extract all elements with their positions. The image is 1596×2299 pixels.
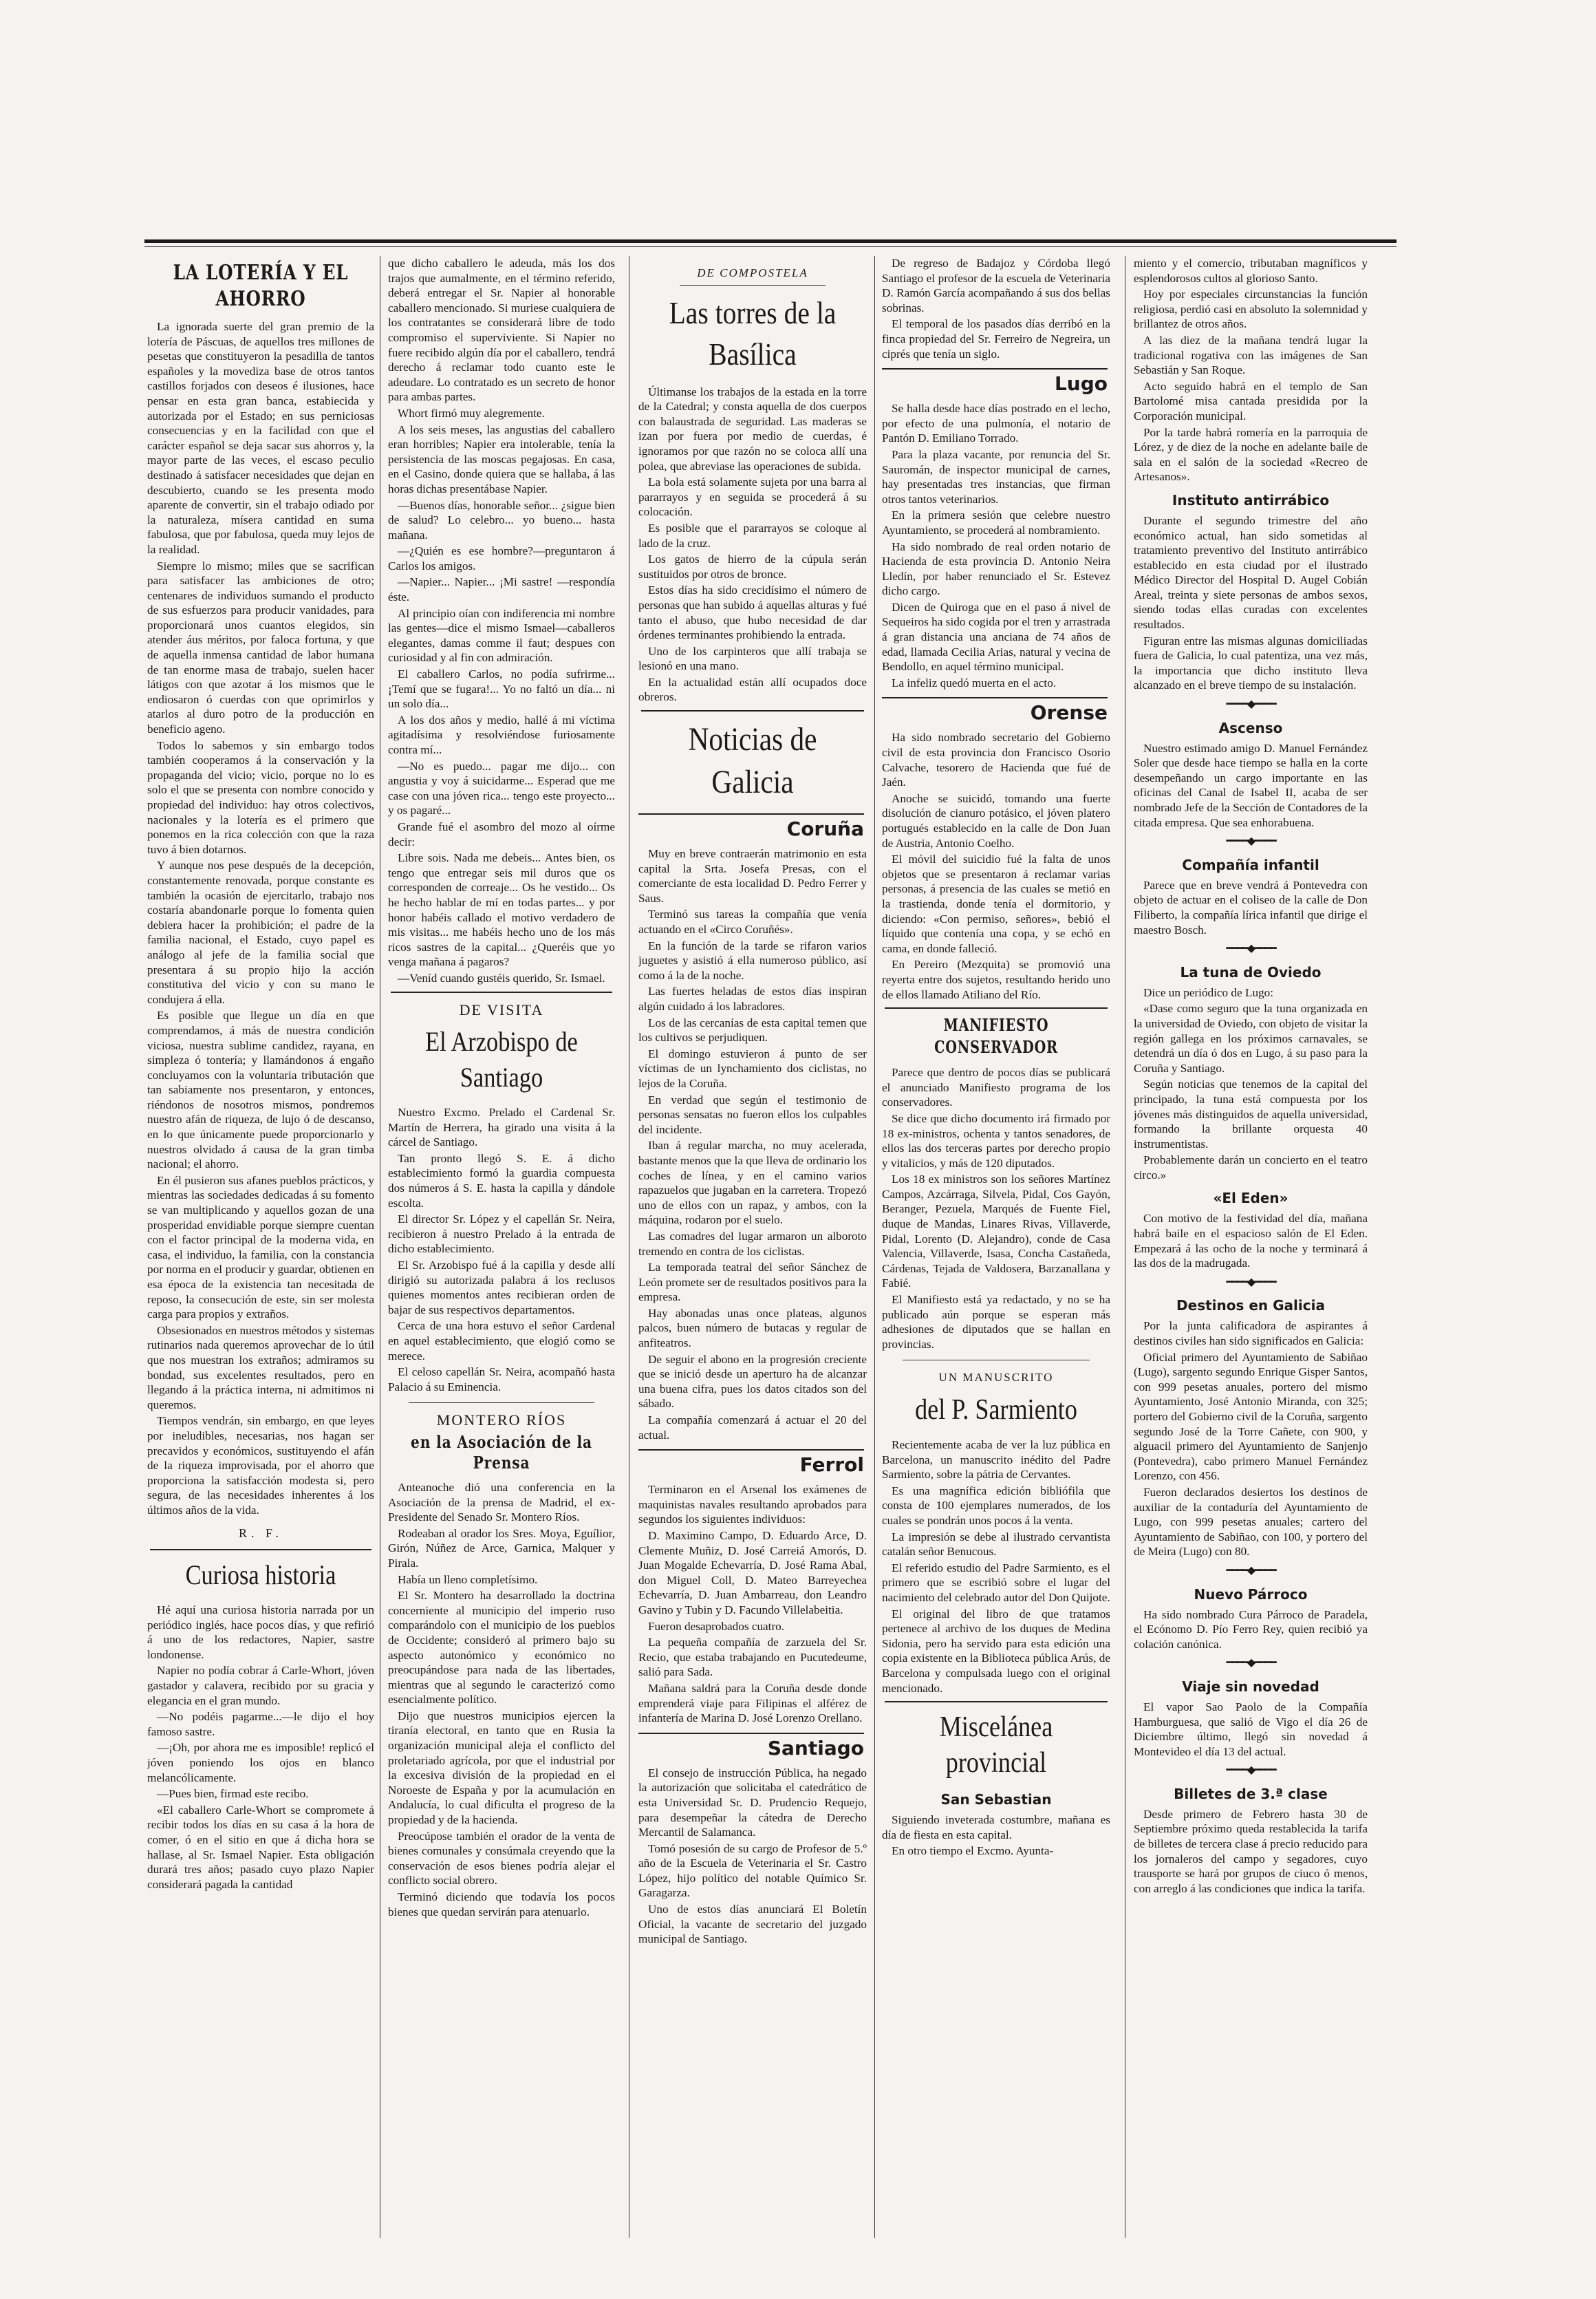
paragraph: Dice un periódico de Lugo: (1143, 985, 1274, 999)
paragraph: Tan pronto llegó S. E. á dicho establecimiento formó la guardia compuesta dos números á S. E. hasta la capilla y dándole escolta. (388, 1151, 615, 1210)
paragraph: Parece que en breve vendrá á Pontevedra con objeto de actuar en el coliseo de la calle de Don Filiberto, la compañía lírica infantil que dirige el maestro Bosch. (1134, 878, 1368, 937)
paragraph: Figuran entre las mismas algunas domiciliadas fuera de Galicia, lo cual patentiza, una vez más, la importancia que dicho instituto lleva alcanzado en el breve tiempo de su instalación. (1134, 634, 1368, 692)
paragraph: En la primera sesión que celebre nuestro Ayuntamiento, se procederá al nombramiento. (882, 509, 1110, 537)
paragraph: Tiempos vendrán, sin embargo, en que leyes por ineludibles, necesarias, nos hagan ser precavidos y económicos, sustituyendo el afán de la riqueza improvisada, por el ahorro que proporciona la satisfacción modesta si, pero segura, de las necesidades inherentes á los últimos años de la vida. (147, 1414, 374, 1517)
paragraph: Las fuertes heladas de estos días inspiran algún cuidado á los labradores. (638, 985, 867, 1013)
paragraph: Las comadres del lugar armaron un alboroto tremendo en contra de los ciclistas. (638, 1229, 867, 1258)
paragraph: Todos lo sabemos y sin embargo todos también cooperamos á la conservación y la propaganda del vicio; vicio, porque no lo es solo el que se presenta con nombre conocido y propiedad del individuo: hay otros colectivos, nacionales y la lotería es el primero que ponemos en la rica colección con que la raza tuvo á bien dotarnos. (147, 738, 374, 856)
paragraph: Anoche se suicidó, tomando una fuerte disolución de cianuro potásico, el jóven platero portugués establecido en la calle de Don Juan de Austria, Antonio Coelho. (882, 791, 1110, 850)
paragraph: Los de las cercanías de esta capital temen que los cultivos se perjudiquen. (638, 1016, 867, 1045)
paragraph: Iban á regular marcha, no muy acelerada, bastante menos que la que lleva de ordinario los coches de línea, y en el camino varios rapazuelos que jugaban en la carretera. Tropezó uno de ellos con un rapaz, y ambos, con la máquina, rodaron por el suelo. (638, 1139, 867, 1227)
ornament-divider: ━━━━◆━━━━ (1226, 698, 1275, 711)
paragraph: Hoy por especiales circunstancias la función religiosa, perdió casi en absoluto la solemnidad y brillantez de otros años. (1134, 288, 1368, 331)
paragraph: El Sr. Arzobispo fué á la capilla y desde allí dirigió su autorizada palabra á los reclusos quienes momentos antes recibieran orden de bajar de sus respectivos departamentos. (388, 1259, 615, 1316)
section-heading: Santiago (638, 1733, 864, 1760)
paragraph: Por la junta calificadora de aspirantes á destinos civiles han sido significados en Galicia: (1134, 1319, 1368, 1348)
divider (150, 1549, 371, 1550)
top-rule (144, 239, 1396, 243)
paragraph: miento y el comercio, tributaban magníficos y esplendorosos cultos al glorioso Santo. (1134, 257, 1368, 285)
divider (641, 710, 864, 712)
paragraph: A los dos años y medio, hallé á mi víctima agitadísima y resolviéndose furiosamente contra mí... (388, 713, 615, 756)
section-heading: Ferrol (638, 1449, 864, 1477)
paragraph: El celoso capellán Sr. Neira, acompañó hasta Palacio á su Eminencia. (388, 1365, 615, 1393)
paragraph: —No es puedo... pagar me dijo... con angustia y voy á suicidarme... Esperad que me case con una jóven rica... tengo este proyecto... y os pagaré... (388, 759, 615, 817)
paragraph: Whort firmó muy alegremente. (398, 406, 545, 420)
paragraph: El original del libro de que tratamos pertenece al archivo de los duques de Medina Sidonia, pero ha servido para esta edición una copia existente en la Biblioteca pública Arús, de Barcelona y compulsada luego con el original mencionado. (882, 1607, 1110, 1695)
paragraph: De seguir el abono en la progresión creciente que se inició desde un aperturo ha de alcanzar una buena cifra, pues los datos citados son del sábado. (638, 1352, 867, 1411)
paragraph: Dijo que nuestros municipios ejercen la tiranía electoral, en tanto que en Rusia la organización municipal aleja el conflicto del proletariado agrícola, por que el industrial por la excesiva división de la propiedad en el Noroeste de España y por la acumulación en Andalucía, lo cual dificulta el progreso de la propiedad y de la hacienda. (388, 1709, 615, 1827)
paragraph: Durante el segundo trimestre del año económico actual, han sido sometidas al tratamiento preventivo del Instituto antirrábico establecido en esta ciudad por el ilustrado Médico Director del Hospital D. Augel Cobián Areal, treinta y siete personas de ambos sexos, siendo todas ellas curadas con excelentes resultados. (1134, 513, 1368, 632)
article-title: Las torres de la Basílica (669, 295, 837, 372)
paragraph: Rodeaban al orador los Sres. Moya, Eguílior, Girón, Núñez de Arce, Garnica, Malquer y Pirala. (388, 1526, 615, 1570)
paragraph: Fueron desaprobados cuatro. (648, 1619, 785, 1633)
article-title: del P. Sarmiento (915, 1394, 1077, 1426)
column-5 (1134, 256, 1368, 2238)
paragraph: La ignorada suerte del gran premio de la lotería de Páscuas, de aquellos tres millones de pesetas que constituyeron la pesadilla de tantos españoles y la movediza base de otros tantos castillos forjados con deseos é ilusiones, hace pensar en esta gran banca, estabiecida y autorizada por el Estado; en sus perniciosas consecuencias y en la facilidad con que el carácter español se deja sacar sus ahorros y, la mayor parte de las veces, el escaso peculio destinado á satisfacer necesidades que dejan en descubierto, cuando se les presenta modo aparente de convertir, sin el trabajo odiado por la naturaleza, mísera cantidad en suma fabulosa, que por fabulosa, queda muy lejos de la realidad. (147, 320, 374, 556)
paragraph: Nuestro Excmo. Prelado el Cardenal Sr. Martín de Herrera, ha girado una visita á la cárcel de Santiago. (388, 1106, 615, 1149)
section-title: Miscelánea provincial (939, 1711, 1053, 1779)
section-heading: San Sebastian (940, 1791, 1052, 1808)
paragraph: Hay abonadas unas once plateas, algunos palcos, buen número de butacas y regular de anfiteatros. (638, 1306, 867, 1350)
section-kicker: DE COMPOSTELA (697, 266, 808, 279)
divider (391, 992, 612, 993)
paragraph: Oficial primero del Ayuntamiento de Sabiñao (Lugo), sargento segundo Enrique Gisper Santos, con 999 pesetas anuales, portero del mismo Ayuntamiento, José Antonio Miranda, con 325; portero del Gobierno civil de la Coruña, sargento segundo José de la Torre Cañete, con 900, y alguacil primero del Ayuntamiento de Sanjenjo (Pontevedra), cabo primero Manuel Fernández Lorenzo, con 456. (1134, 1350, 1368, 1483)
section-heading: Destinos en Galicia (1176, 1297, 1325, 1314)
paragraph: Obsesionados en nuestros métodos y sistemas rutinarios nada queremos aprovechar de lo útil que nos muestran los extraños; admiramos su bondad, sus excelentes resultados, pero en llegando á la práctica interna, ni admitimos ni queremos. (147, 1323, 374, 1411)
paragraph: El referido estudio del Padre Sarmiento, es el primero que se escribió sobre el lugar del nacimiento del celebrado autor del Don Quijote. (882, 1561, 1110, 1604)
paragraph: Uno de los carpinteros que allí trabaja se lesionó en una mano. (638, 644, 867, 673)
article-title: en la Asociación de la Prensa (411, 1431, 592, 1473)
ornament-divider: ━━━━◆━━━━ (1226, 1764, 1275, 1777)
paragraph: El temporal de los pasados días derribó en la finca propiedad del Sr. Ferreiro de Negreira, un ciprés que tenía un siglo. (882, 317, 1110, 361)
paragraph: Cerca de una hora estuvo el señor Cardenal en aquel establecimiento, que elogió como se merece. (388, 1319, 615, 1362)
article-title: LA LOTERÍA Y EL AHORRO (173, 261, 349, 311)
column-rule (874, 256, 875, 2238)
paragraph: La bola está solamente sujeta por una barra al pararrayos y en seguida se procederá á su colocación. (638, 475, 867, 519)
paragraph: Ha sido nombrado de real orden notario de Hacienda de esta provincia D. Antonio Neira Lledín, por haber renunciado el Sr. Estevez dicho cargo. (882, 539, 1110, 598)
paragraph: Y aunque nos pese después de la decepción, constantemente renovada, porque constante es también la ocasión de ejercitarlo, trabajo nos costaría abandonarle porque lo fomenta quien debiera hacer la prohibición; el padre de la familia nacional, el Estado, cuyo papel es análogo al jefe de la familia social que presentara á su propio hijo la acción constitutiva del vicio y con su mano le condujera á ella. (147, 859, 374, 1006)
paragraph: Desde primero de Febrero hasta 30 de Septiembre próximo queda restablecida la tarifa de billetes de tercera clase á precio reducido para los jornaleros del campo y segadores, cuyo trausporte se hará por grupos de ciuco ó menos, con arreglo á las condiciones que indica la tarifa. (1134, 1807, 1368, 1895)
paragraph: Preocúpose también el orador de la venta de bienes comunales y consúmala creyendo que la conservación de esos bienes podría alejar el conflicto social obrero. (388, 1829, 615, 1888)
paragraph: En la actualidad están allí ocupados doce obreros. (638, 675, 867, 704)
column-1 (147, 256, 374, 2238)
section-heading: Coruña (638, 813, 864, 841)
paragraph: que dicho caballero le adeuda, más los dos trajos que aumalmente, en el término referido, deberá entregar el Sr. Napier al honorable caballero mencionado. Si muriese cualquiera de los contratantes se considerará libre de todo compromiso el superviviente. Si Napier no fuere recibido algún día por el caballero, tendrá derecho á reclamar todo cuanto este le adeudare. Lo contratado es un secreto de honor para ambas partes. (388, 257, 615, 404)
column-3 (638, 256, 867, 2238)
paragraph: —Buenos días, honorable señor... ¿sigue bien de salud? Lo celebro... yo bueno... hasta mañana. (388, 498, 615, 542)
paragraph: El domingo estuvieron á punto de ser víctimas de un lynchamiento dos ciclistas, no lejos de la Coruña. (638, 1047, 867, 1090)
section-kicker: UN MANUSCRITO (938, 1371, 1054, 1384)
paragraph: Grande fué el asombro del mozo al oírme decir: (388, 820, 615, 848)
paragraph: —Napier... Napier... ¡Mi sastre! —respondía éste. (388, 575, 615, 604)
paragraph: El caballero Carlos, no podía sufrirme... ¡Temí que se fugara!... Yo no faltó un día... ni un solo día... (388, 667, 615, 711)
paragraph: Napier no podía cobrar á Carle-Whort, jóven gastador y calavera, recibido por su gracia y elegancia en el gran mundo. (147, 1664, 374, 1707)
ornament-divider: ━━━━◆━━━━ (1226, 1657, 1275, 1669)
paragraph: «Dase como seguro que la tuna organizada en la universidad de Oviedo, con objeto de visitar la región gallega en los próximos carnavales, se detendrá un día ó dos en Lugo, á su paso para la Coruña y Santiago. (1134, 1002, 1368, 1075)
paragraph: Terminó diciendo que todavía los pocos bienes que quedan servirán para atenuarlo. (388, 1890, 615, 1918)
paragraph: Según noticias que tenemos de la capital del principado, la tuna está compuesta por los jóvenes más distinguidos de aquella universidad, formando la brillante orquesta 40 instrumentistas. (1134, 1078, 1368, 1151)
paragraph: —No podéis pagarme...—le dijo el hoy famoso sastre. (147, 1710, 374, 1738)
paragraph: Terminó sus tareas la compañía que venía actuando en el «Circo Coruñés». (638, 908, 867, 937)
paragraph: Últimanse los trabajos de la estada en la torre de la Catedral; y consta aquella de dos cuerpos con balaustrada de seguridad. Las maderas se izan por fuera por medio de cuerdas, é ignoramos por que razón no se coloca allí una polea, que abreviase las operaciones de subida. (638, 385, 867, 473)
ornament-divider: ━━━━◆━━━━ (1226, 835, 1275, 848)
divider (885, 1007, 1108, 1009)
paragraph: En la función de la tarde se rifaron varios juguetes y asistió á ella numeroso público, así como á la de la noche. (638, 939, 867, 982)
paragraph: Había un lleno completísimo. (398, 1572, 538, 1586)
paragraph: En verdad que según el testimonio de personas sensatas no fueron ellos los culpables del incidente. (638, 1093, 867, 1136)
paragraph: Nuestro estimado amigo D. Manuel Fernández Soler que desde hace tiempo se halla en la corte desempeñando un cargo importante en las oficinas del Canal de Isabel II, acaba de ser nombrado Jefe de la Sección de Contadores de la citada empresa. Que sea enhorabuena. (1134, 741, 1368, 829)
paragraph: Parece que dentro de pocos días se publicará el anunciado Manifiesto programa de los conservadores. (882, 1066, 1110, 1109)
ornament-divider: ━━━━◆━━━━ (1226, 1276, 1275, 1288)
section-heading: Viaje sin novedad (1182, 1678, 1319, 1695)
paragraph: Ha sido nombrado Cura Párroco de Paradela, el Ecónomo D. Pío Ferro Rey, quien recibió ya colación canónica. (1134, 1607, 1368, 1651)
paragraph: —Veníd cuando gustéis querido, Sr. Ismael. (398, 971, 605, 985)
paragraph: Por la tarde habrá romería en la parroquia de Lórez, y de diez de la noche en adelante baile de sala en el salón de la sociedad «Recreo de Artesanos». (1134, 425, 1368, 484)
paragraph: Siempre lo mismo; miles que se sacrifican para satisfacer las ambiciones de otro; centenares de individuos sumando el producto de sus esfuerzos para producir vanidades, para proporcionará unos cuantos elegidos, sin atender áus méritos, por faloca fortuna, y que de aquella inmensa cantidad de labor humana de tan enorme masa de trabajo, suelen hacer látigos con que azotar á los mismos que le endiosaron ó cuerdas con que oprimirlos y atarlos al duro potro de la producción en beneficio ageno. (147, 559, 374, 736)
paragraph: «El caballero Carle-Whort se compromete á recibir todos los días en su casa á la hora de comer, ó en el sitio en que á dicha hora se hallase, al Sr. Ismael Napier. Esta obligación durará tres años; pasado cuyo plazo Napier considerará pagada la cantidad (147, 1803, 374, 1891)
paragraph: Ha sido nombrado secretario del Gobierno civil de esta provincia don Francisco Osorio Calvache, tesorero de Hacienda que fué de Jaén. (882, 731, 1110, 789)
paragraph: Fueron declarados desiertos los destinos de auxiliar de la contaduría del Ayuntamiento de Lugo, con 999 pesetas anuales; cartero del Ayuntamiento de Sabiñao, con 100, y portero del de Meira (Lugo) con 80. (1134, 1485, 1368, 1559)
paragraph: El Manifiesto está ya redactado, y no se ha publicado aún porque se esperan más adhesiones de diputados que se hallan en provincias. (882, 1293, 1110, 1351)
paragraph: Los 18 ex ministros son los señores Martínez Campos, Azcárraga, Silvela, Pidal, Cos Gayón, Beranger, Pezuela, Marqués de Fuente Fiel, duque de Mandas, Linares Rivas, Villaverde, Pidal, Lorento (D. Alejandro), conde de Casa Valencia, Villaverde, Isasa, Concha Castañeda, Cárdenas, Tejada de Valdosera, Barzanallana y Fabié. (882, 1173, 1110, 1290)
paragraph: En Pereiro (Mezquita) se promovió una reyerta entre dos sujetos, resultando herido uno de ellos llamado Atiliano del Río. (882, 958, 1110, 1001)
paragraph: Estos días ha sido crecidísimo el número de personas que han subido á aquellas alturas y fué tanto el abuso, que hubo necesidad de dar órdenes terminantes prohibiendo la entrada. (638, 584, 867, 642)
top-rule-thin (144, 246, 1396, 247)
paragraph: Mañana saldrá para la Coruña desde donde emprenderá viaje para Filipinas el alférez de infantería de Marina D. José Lorenzo Orellano. (638, 1681, 867, 1725)
divider (885, 1701, 1108, 1702)
paragraph: Al principio oían con indiferencia mi nombre las gentes—dice el mismo Ismael—caballeros elegantes, damas comme il faut; despues con curiosidad y al fin con admiración. (388, 606, 615, 665)
section-heading: Instituto antirrábico (1172, 491, 1330, 509)
paragraph: La impresión se debe al ilustrado cervantista catalán señor Benucous. (882, 1530, 1110, 1559)
column-2 (388, 256, 615, 2238)
paragraph: Recientemente acaba de ver la luz pública en Barcelona, un manuscrito inédito del Padre Sarmiento, sobre la pátria de Cervantes. (882, 1438, 1110, 1482)
paragraph: Uno de estos días anunciará El Boletín Oficial, la vacante de secretario del juzgado municipal de Santiago. (638, 1903, 867, 1946)
paragraph: La pequeña compañía de zarzuela del Sr. Recio, que estaba trabajando en Pucutedeume, salió para Sada. (638, 1636, 867, 1679)
paragraph: —¡Oh, por ahora me es imposible! replicó el jóven poniendo los ojos en blanco melancólicamente. (147, 1741, 374, 1784)
paragraph: Libre sois. Nada me debeis... Antes bien, os tengo que entregar seis mil duros que os corresponden de correaje... Os he vestido... Os he hecho hablar de mí en todas partes... y por honor habéis callado el motivo verdadero de mis visitas... me habéis hecho uno de los más ricos sastres de la capital... ¿Queréis que yo venga mañana á pagaros? (388, 851, 615, 969)
paragraph: Acto seguido habrá en el templo de San Bartolomé misa cantada presidida por la Corporación municipal. (1134, 379, 1368, 423)
section-heading: Compañía infantil (1182, 856, 1319, 873)
paragraph: Es una magnífica edición bibliófila que consta de 100 ejemplares numerados, de los cuales se pondrán unos pocos á la venta. (882, 1484, 1110, 1527)
paragraph: Para la plaza vacante, por renuncia del Sr. Sauromán, de inspector municipal de carnes, hay presentadas tres instancias, que firman otros tantos veterinarios. (882, 447, 1110, 506)
paragraph: Tomó posesión de su cargo de Profesor de 5.º año de la Escuela de Veterinaria el Sr. Castro López, hijo político del notable Químico Sr. Garagarza. (638, 1841, 867, 1900)
section-heading: La tuna de Oviedo (1180, 963, 1322, 981)
paragraph: El director Sr. López y el capellán Sr. Neira, recibieron á nuestro Prelado á la entrada de dicho establecimiento. (388, 1212, 615, 1256)
ornament-divider: ━━━━◆━━━━ (1226, 943, 1275, 955)
paragraph: Muy en breve contraerán matrimonio en esta capital la Srta. Josefa Presas, con el comerciante de esta localidad D. Pedro Ferrer y Saus. (638, 847, 867, 905)
ornament-divider: ━━━━◆━━━━ (1226, 1564, 1275, 1576)
paragraph: Dicen de Quiroga que en el paso á nivel de Sequeiros ha sido cogida por el tren y arrastrada á gran distancia una anciana de 74 años de edad, llamada Cecilia Arias, natural y vecina de Bendollo, en aquel término municipal. (882, 600, 1110, 674)
article-title: Curiosa historia (185, 1559, 336, 1591)
section-title: Noticias de Galicia (688, 721, 817, 801)
paragraph: A las diez de la mañana tendrá lugar la tradicional rogativa con las imágenes de San Sebastián y San Roque. (1134, 333, 1368, 377)
paragraph: Es posible que llegue un día en que comprendamos, á más de nuestra condición viciosa, nuestra sublime candidez, rayana, en simpleza ó tontería; y llamándonos á engaño concluyamos con la voluntaria tributación que tan sabiamente nos presentaron, y entonces, riéndonos de nosotros mismos, pondremos nuestro afán de riqueza, de lujo ó de descanso, en lo que únicamente puede proporcionarlo y nuestros olvidado á causa de la gran timba nacional; el ahorro. (147, 1009, 374, 1171)
section-heading: «El Eden» (1213, 1190, 1288, 1207)
signature: R. F. (238, 1526, 283, 1540)
paragraph: D. Maximino Campo, D. Eduardo Arce, D. Clemente Muñiz, D. José Carreiá Amorós, D. Juan Mogalde Echevarría, D. José Rama Abal, don Miguel Coll, D. Mateo Barreyechea Echevarría, D. Juan Ambarreau, don Leandro Gavino y Tubin y D. Facundo Villelabeitia. (638, 1529, 867, 1616)
paragraph: Terminaron en el Arsenal los exámenes de maquinistas navales resultando aprobados para segundos los siguientes individuos: (638, 1483, 867, 1526)
section-kicker: DE VISITA (459, 1001, 544, 1018)
paragraph: El móvil del suicidio fué la falta de unos objetos que se presentaron á reclamar varias personas, á presencia de las cuales se metió en la trastienda, donde tenía el dormitorio, y diciendo: «Con permiso, señores», bebió el líquido que contenía una copa, y se echó en cama, en donde falleció. (882, 853, 1110, 955)
section-heading: Ascenso (1218, 719, 1283, 736)
paragraph: La compañía comenzará á actuar el 20 del actual. (638, 1413, 867, 1442)
divider (409, 1402, 594, 1403)
paragraph: Se halla desde hace días postrado en el lecho, por efecto de una pulmonía, el notario de Pantón D. Emiliano Torrado. (882, 402, 1110, 445)
paragraph: —¿Quién es ese hombre?—preguntaron á Carlos los amigos. (388, 544, 615, 573)
paragraph: De regreso de Badajoz y Córdoba llegó Santiago el profesor de la escuela de Veterinaria D. Ramón García acompañando á sus dos bellas sobrinas. (882, 257, 1110, 314)
section-heading: Lugo (882, 368, 1108, 396)
section-heading: Nuevo Párroco (1194, 1585, 1308, 1603)
paragraph: Anteanoche dió una conferencia en la Asociación de la prensa de Madrid, el ex-Presidente del Senado Sr. Montero Ríos. (388, 1480, 615, 1524)
paragraph: El Sr. Montero ha desarrollado la doctrina concerniente al municipio del imperio ruso comparándolo con el municipio de los pueblos de Occidente; consideró al primero bajo su aspecto autonómico y económico no preocupándose para nada de las libertades, mientras que al segundo le caracterizó como esencialmente político. (388, 1589, 615, 1707)
column-4 (882, 256, 1110, 2238)
paragraph: La infeliz quedó muerta en el acto. (892, 676, 1057, 689)
paragraph: Hé aquí una curiosa historia narrada por un periódico inglés, hace pocos días, y que refirió á uno de los redactores, Napier, sastre londonense. (147, 1603, 374, 1661)
paragraph: Es posible que el pararrayos se coloque al lado de la cruz. (638, 521, 867, 550)
article-title: MANIFIESTO CONSERVADOR (934, 1015, 1058, 1058)
paragraph: Los gatos de hierro de la cúpula serán sustituidos por otros de bronce. (638, 553, 867, 581)
paragraph: En él pusieron sus afanes pueblos prácticos, y mientras las sociedades dedicadas á su fomento se van multiplicando y aquellos gozan de una prosperidad envidiable porque siempre cuentan con el factor principal de la moderna vida, en casa, el individuo, la familia, con la constancia por norma en el producir y guardar, obtienen en esa época de la existencia tan necesitada de reposo, la consecución de este, sin ser molesta carga para propios y extraños. (147, 1173, 374, 1321)
section-heading: Orense (882, 697, 1108, 725)
paragraph: A los seis meses, las angustias del caballero eran horribles; Napier era intolerable, tenía la persistencia de las moscas pegajosas. En casa, en el Casino, donde quiera que se hallaba, á las horas dichas presentábase Napier. (388, 423, 615, 495)
paragraph: El vapor Sao Paolo de la Compañía Hamburguesa, que salió de Vigo el día 26 de Diciembre último, llegó sin novedad á Montevideo el día 13 del actual. (1134, 1700, 1368, 1758)
paragraph: Se dice que dicho documento irá firmado por 18 ex-ministros, ochenta y tantos senadores, de ellos las dos terceras partes por derecho propio y vitalicios, y más de 120 diputados. (882, 1111, 1110, 1170)
divider (680, 285, 826, 286)
article-title: El Arzobispo de Santiago (425, 1026, 578, 1093)
paragraph: Probablemente darán un concierto en el teatro circo.» (1134, 1153, 1368, 1181)
paragraph: —Pues bien, firmad este recibo. (157, 1787, 309, 1801)
paragraph: Siguiendo inveterada costumbre, mañana es día de fiesta en esta capital. (882, 1813, 1110, 1841)
section-kicker: MONTERO RÍOS (436, 1411, 567, 1429)
section-heading: Billetes de 3.ª clase (1174, 1785, 1328, 1802)
paragraph: La temporada teatral del señor Sánchez de León promete ser de resultados positivos para la empresa. (638, 1261, 867, 1304)
paragraph: Con motivo de la festividad del día, mañana habrá baile en el espacioso salón de El Eden. Empezará á las ocho de la noche y terminará á las dos de la madrugada. (1134, 1212, 1368, 1270)
paragraph: En otro tiempo el Excmo. Ayunta- (892, 1844, 1054, 1858)
paragraph: El consejo de instrucción Pública, ha negado la autorización que solicitaba el catedrático de esta Universidad Sr. D. Prudencio Requejo, para desempeñar la cátedra de Derecho Mercantil de Salamanca. (638, 1766, 867, 1839)
